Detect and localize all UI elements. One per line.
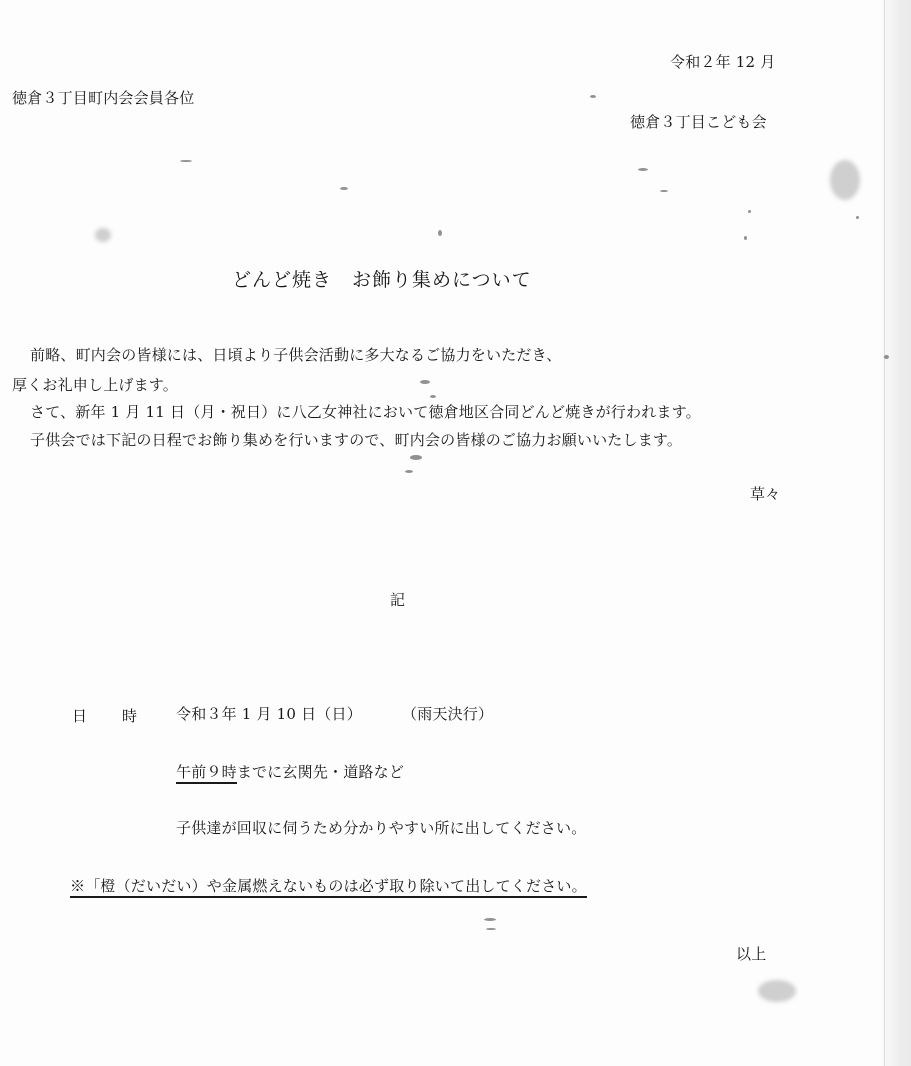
scan-smudge	[830, 160, 860, 200]
scan-speck	[340, 187, 348, 190]
body-line-4: 子供会では下記の日程でお飾り集めを行いますので、町内会の皆様のご協力お願いいたします。	[30, 431, 683, 449]
date-value: 令和３年 1 月 10 日（日）	[176, 705, 362, 723]
date-label-char-2: 時	[122, 707, 138, 725]
issue-date: 令和２年 12 月	[670, 53, 776, 71]
body-line-3: さて、新年 1 月 11 日（月・祝日）に八乙女神社において徳倉地区合同どんど焼きが行われます。	[30, 403, 701, 421]
scan-speck	[744, 236, 747, 240]
rain-note: （雨天決行）	[402, 705, 494, 723]
scan-speck	[405, 470, 413, 473]
closing-word: 草々	[750, 485, 781, 503]
scan-speck	[438, 230, 442, 236]
scan-speck	[430, 395, 436, 398]
time-underlined: 午前９時	[176, 763, 237, 784]
scan-speck	[486, 928, 496, 930]
scan-speck	[638, 168, 648, 171]
paper-edge-line	[884, 0, 885, 1066]
time-rest: までに玄関先・道路など	[236, 763, 405, 781]
scan-speck	[884, 355, 889, 359]
end-mark: 以上	[736, 945, 767, 963]
sender: 徳倉３丁目こども会	[630, 113, 767, 131]
body-line-2: 厚くお礼申し上げます。	[12, 376, 179, 394]
instruction-line: 子供達が回収に伺うため分かりやすい所に出してください。	[176, 819, 587, 837]
time-line	[176, 762, 404, 782]
scan-speck	[410, 455, 422, 460]
record-heading: 記	[390, 591, 406, 609]
warning-line	[70, 876, 587, 896]
scan-speck	[420, 380, 430, 384]
scan-speck	[484, 918, 496, 921]
date-label-char-1: 日	[72, 707, 88, 725]
warning-text: ※「橙（だいだい）や金属燃えないものは必ず取り除いて出してください。	[70, 877, 587, 898]
scan-speck	[748, 210, 751, 213]
addressee: 徳倉３丁目町内会会員各位	[12, 89, 195, 107]
scan-speck	[180, 160, 192, 162]
document-title: どんど焼き お飾り集めについて	[232, 269, 532, 291]
body-line-1: 前略、町内会の皆様には、日頃より子供会活動に多大なるご協力をいただき、	[30, 346, 562, 364]
scan-smudge	[758, 980, 796, 1002]
scan-speck	[660, 190, 668, 192]
scan-speck	[590, 95, 596, 98]
scan-smudge	[95, 228, 111, 242]
scan-speck	[856, 216, 859, 219]
